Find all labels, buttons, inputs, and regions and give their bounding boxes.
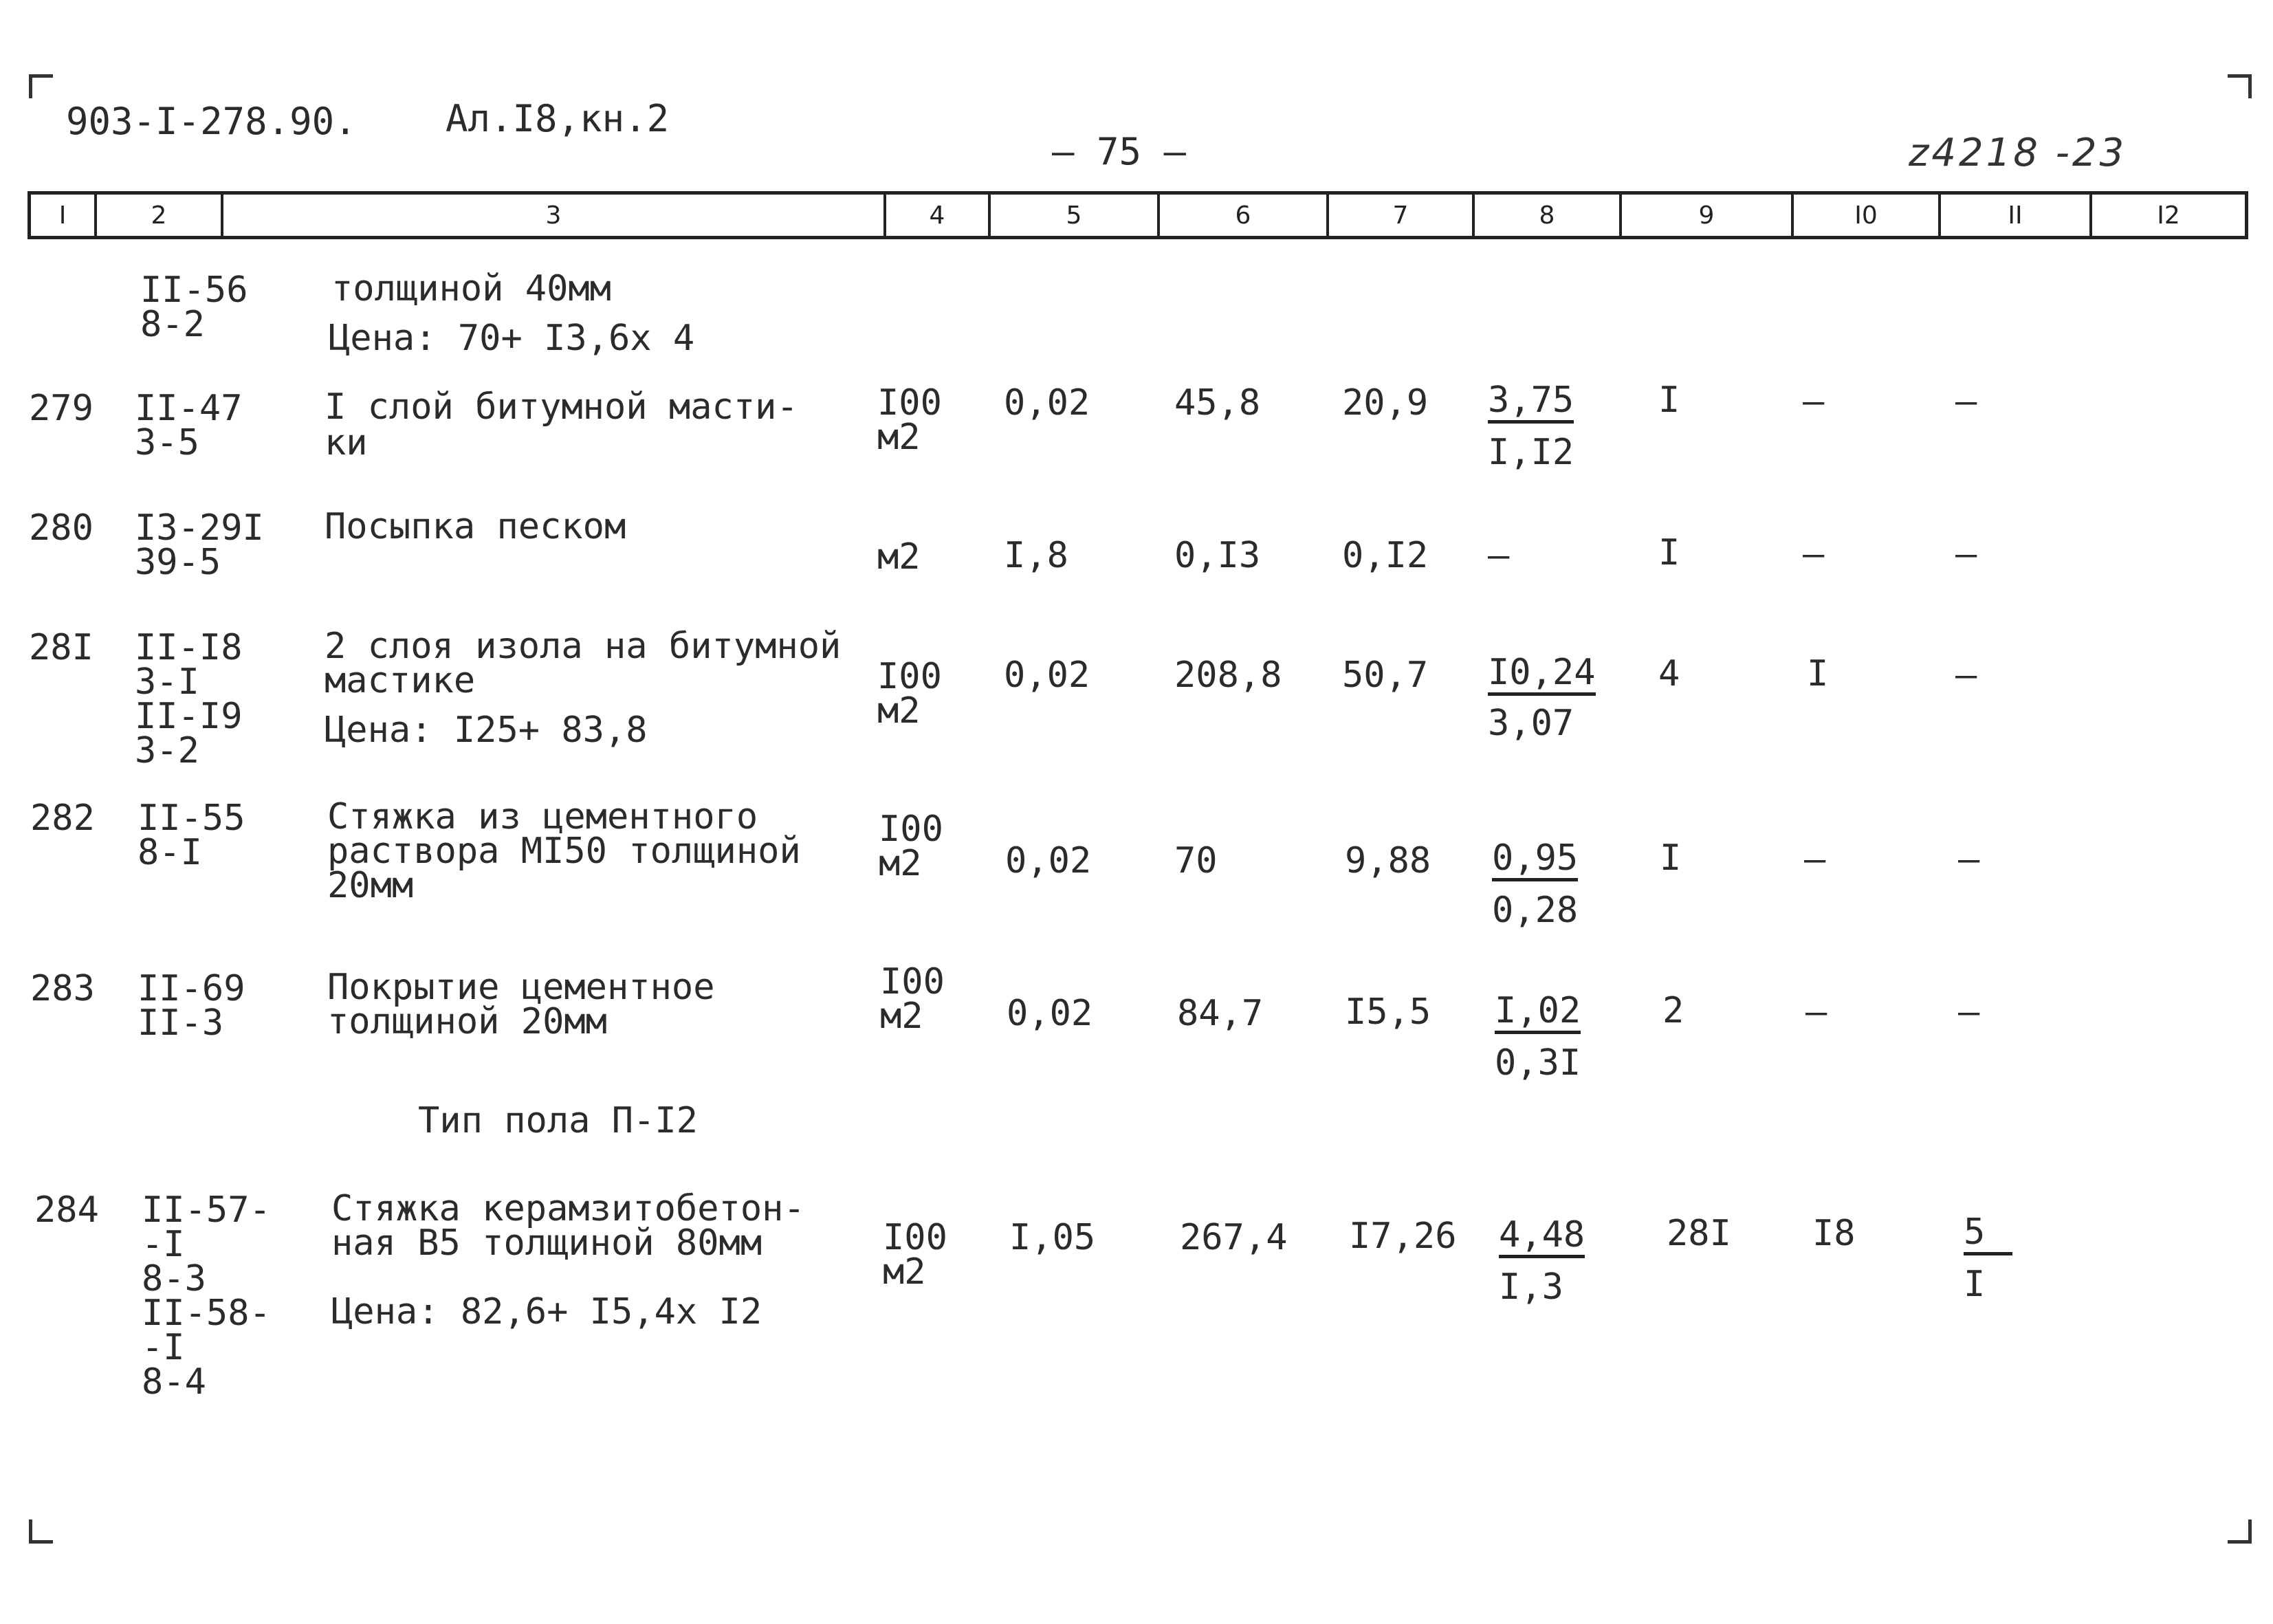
column-8-denominator: I,I2: [1488, 432, 1574, 473]
column-8-numerator: 4,48: [1499, 1217, 1585, 1258]
row-number: 280: [29, 507, 94, 549]
corner-top-right: [2228, 74, 2252, 98]
column-number-4: 4: [886, 195, 991, 236]
column-8-numerator: I0,24: [1488, 655, 1596, 696]
row-number: 284: [34, 1189, 99, 1231]
code-line: -I: [142, 1327, 185, 1368]
code-line: II-57-: [142, 1189, 271, 1231]
unit-line: м2: [877, 690, 921, 732]
column-number-9: 9: [1622, 195, 1794, 236]
column-number-2: 2: [97, 195, 223, 236]
unit-line: м2: [883, 1251, 926, 1293]
column-10-value: —: [1804, 839, 1826, 880]
code-line: 3-5: [135, 422, 199, 463]
code-line: II-3: [138, 1002, 224, 1044]
description-line: 20мм: [327, 865, 414, 906]
column-6-value: 267,4: [1180, 1217, 1288, 1258]
column-10-value: —: [1805, 991, 1827, 1033]
unit-line: м2: [880, 996, 923, 1037]
description-line: Стяжка керамзитобетон-: [331, 1188, 805, 1229]
corner-bottom-left: [29, 1519, 53, 1544]
column-9-value: I: [1658, 380, 1680, 421]
corner-bottom-right: [2228, 1519, 2252, 1544]
description-line: Стяжка из цементного: [327, 796, 758, 837]
column-6-value: 70: [1174, 840, 1218, 881]
unit-line: I00: [877, 382, 942, 424]
column-11-numerator: 5: [1964, 1214, 2012, 1255]
column-number-3: 3: [223, 195, 886, 236]
column-11-value: —: [1955, 655, 1977, 696]
column-11-value: —: [1958, 991, 1980, 1033]
column-6-value: 45,8: [1174, 382, 1261, 424]
code-line: 8-4: [142, 1361, 206, 1403]
description-line: ная В5 толщиной 80мм: [331, 1222, 762, 1264]
unit-line: м2: [879, 843, 922, 884]
column-9-value: 2: [1662, 990, 1684, 1031]
code-line: II-58-: [142, 1293, 271, 1334]
column-11-denominator: I: [1964, 1264, 1986, 1305]
description-line: раствора МI50 толщиной: [327, 831, 801, 872]
column-11-value: —: [1958, 839, 1980, 880]
column-9-value: 4: [1658, 653, 1680, 694]
description-line: ки: [325, 422, 368, 463]
column-11-value: —: [1955, 381, 1977, 422]
code-line: 8-I: [138, 832, 202, 873]
column-10-value: I: [1807, 653, 1829, 694]
section-title: Тип пола П-I2: [418, 1100, 698, 1141]
code-line: 8-3: [142, 1258, 206, 1299]
column-9-value: I: [1658, 532, 1680, 573]
price-formula: Цена: 82,6+ I5,4х I2: [331, 1291, 762, 1332]
quantity: I,05: [1009, 1217, 1096, 1258]
column-7-value: 9,88: [1345, 840, 1431, 881]
code-line: II-55: [138, 798, 245, 839]
column-7-value: I7,26: [1349, 1216, 1457, 1257]
column-number-header: [28, 191, 2248, 239]
page-number: — 75 —: [1052, 130, 1187, 173]
column-number-5: 5: [991, 195, 1160, 236]
code-line: 39-5: [135, 542, 221, 583]
column-number-10: I0: [1794, 195, 1941, 236]
code-line: II-69: [138, 968, 245, 1009]
code-line: 3-2: [135, 730, 199, 771]
album-reference: Ал.I8,кн.2: [446, 97, 670, 140]
column-9-value: 28I: [1667, 1213, 1731, 1254]
column-8-denominator: 0,3I: [1495, 1042, 1581, 1084]
description-line: Посыпка песком: [325, 506, 626, 547]
code-line: II-I8: [135, 627, 243, 668]
column-8-denominator: I,3: [1499, 1266, 1563, 1308]
column-10-value: —: [1803, 534, 1825, 575]
row-number: 282: [30, 798, 95, 839]
description-line: мастике: [325, 660, 476, 701]
code-line: II-I9: [135, 696, 243, 737]
code-line: 8-2: [140, 304, 205, 345]
column-number-1: I: [31, 195, 97, 236]
column-number-6: 6: [1160, 195, 1329, 236]
column-8-numerator: 0,95: [1492, 840, 1578, 881]
description-line: толщиной 40мм: [331, 268, 611, 309]
column-10-value: I8: [1812, 1213, 1856, 1254]
row-number: 279: [29, 388, 94, 429]
corner-top-left: [29, 74, 53, 98]
quantity: 0,02: [1007, 993, 1093, 1034]
quantity: 0,02: [1004, 655, 1090, 696]
price-formula: Цена: 70+ I3,6х 4: [329, 318, 695, 359]
price-formula: Цена: I25+ 83,8: [325, 710, 648, 751]
unit-line: м2: [877, 417, 921, 458]
column-6-value: 84,7: [1177, 993, 1264, 1034]
code-line: II-47: [135, 388, 243, 429]
unit-line: I00: [877, 656, 942, 697]
unit-line: I00: [880, 961, 945, 1002]
description-line: 2 слоя изола на битумной: [325, 626, 842, 667]
document-code: 903-I-278.90.: [66, 100, 357, 143]
column-6-value: 0,I3: [1174, 535, 1261, 576]
row-number: 28I: [29, 627, 94, 668]
column-8-numerator: 3,75: [1488, 382, 1574, 424]
column-number-12: I2: [2157, 201, 2180, 230]
quantity: 0,02: [1004, 382, 1090, 424]
column-7-value: 0,I2: [1342, 535, 1429, 576]
column-number-8: 8: [1475, 195, 1622, 236]
column-9-value: I: [1660, 837, 1682, 879]
column-number-7: 7: [1329, 195, 1475, 236]
column-6-value: 208,8: [1174, 655, 1282, 696]
unit-line: м2: [877, 536, 921, 578]
quantity: 0,02: [1005, 840, 1092, 881]
column-7-value: 50,7: [1342, 655, 1429, 696]
column-8-value: —: [1488, 535, 1510, 576]
code-line: I3-29I: [135, 507, 264, 549]
row-number: 283: [30, 968, 95, 1009]
column-8-denominator: 0,28: [1492, 890, 1579, 931]
column-7-value: 20,9: [1342, 382, 1429, 424]
column-11-value: —: [1955, 534, 1977, 575]
description-line: I слой битумной масти-: [325, 386, 798, 428]
code-line: 3-I: [135, 661, 199, 703]
unit-line: I00: [883, 1217, 947, 1258]
quantity: I,8: [1004, 535, 1068, 576]
column-7-value: I5,5: [1345, 991, 1431, 1033]
column-8-denominator: 3,07: [1488, 703, 1574, 744]
description-line: толщиной 20мм: [327, 1001, 607, 1042]
code-line: -I: [142, 1224, 185, 1265]
code-line: II-56: [140, 270, 248, 311]
column-10-value: —: [1803, 381, 1825, 422]
unit-line: I00: [879, 809, 943, 850]
column-8-numerator: I,02: [1495, 993, 1581, 1034]
column-number-11: II: [1941, 195, 2092, 236]
description-line: Покрытие цементное: [327, 967, 715, 1008]
handwritten-stamp: z4218 -23: [1909, 131, 2127, 175]
